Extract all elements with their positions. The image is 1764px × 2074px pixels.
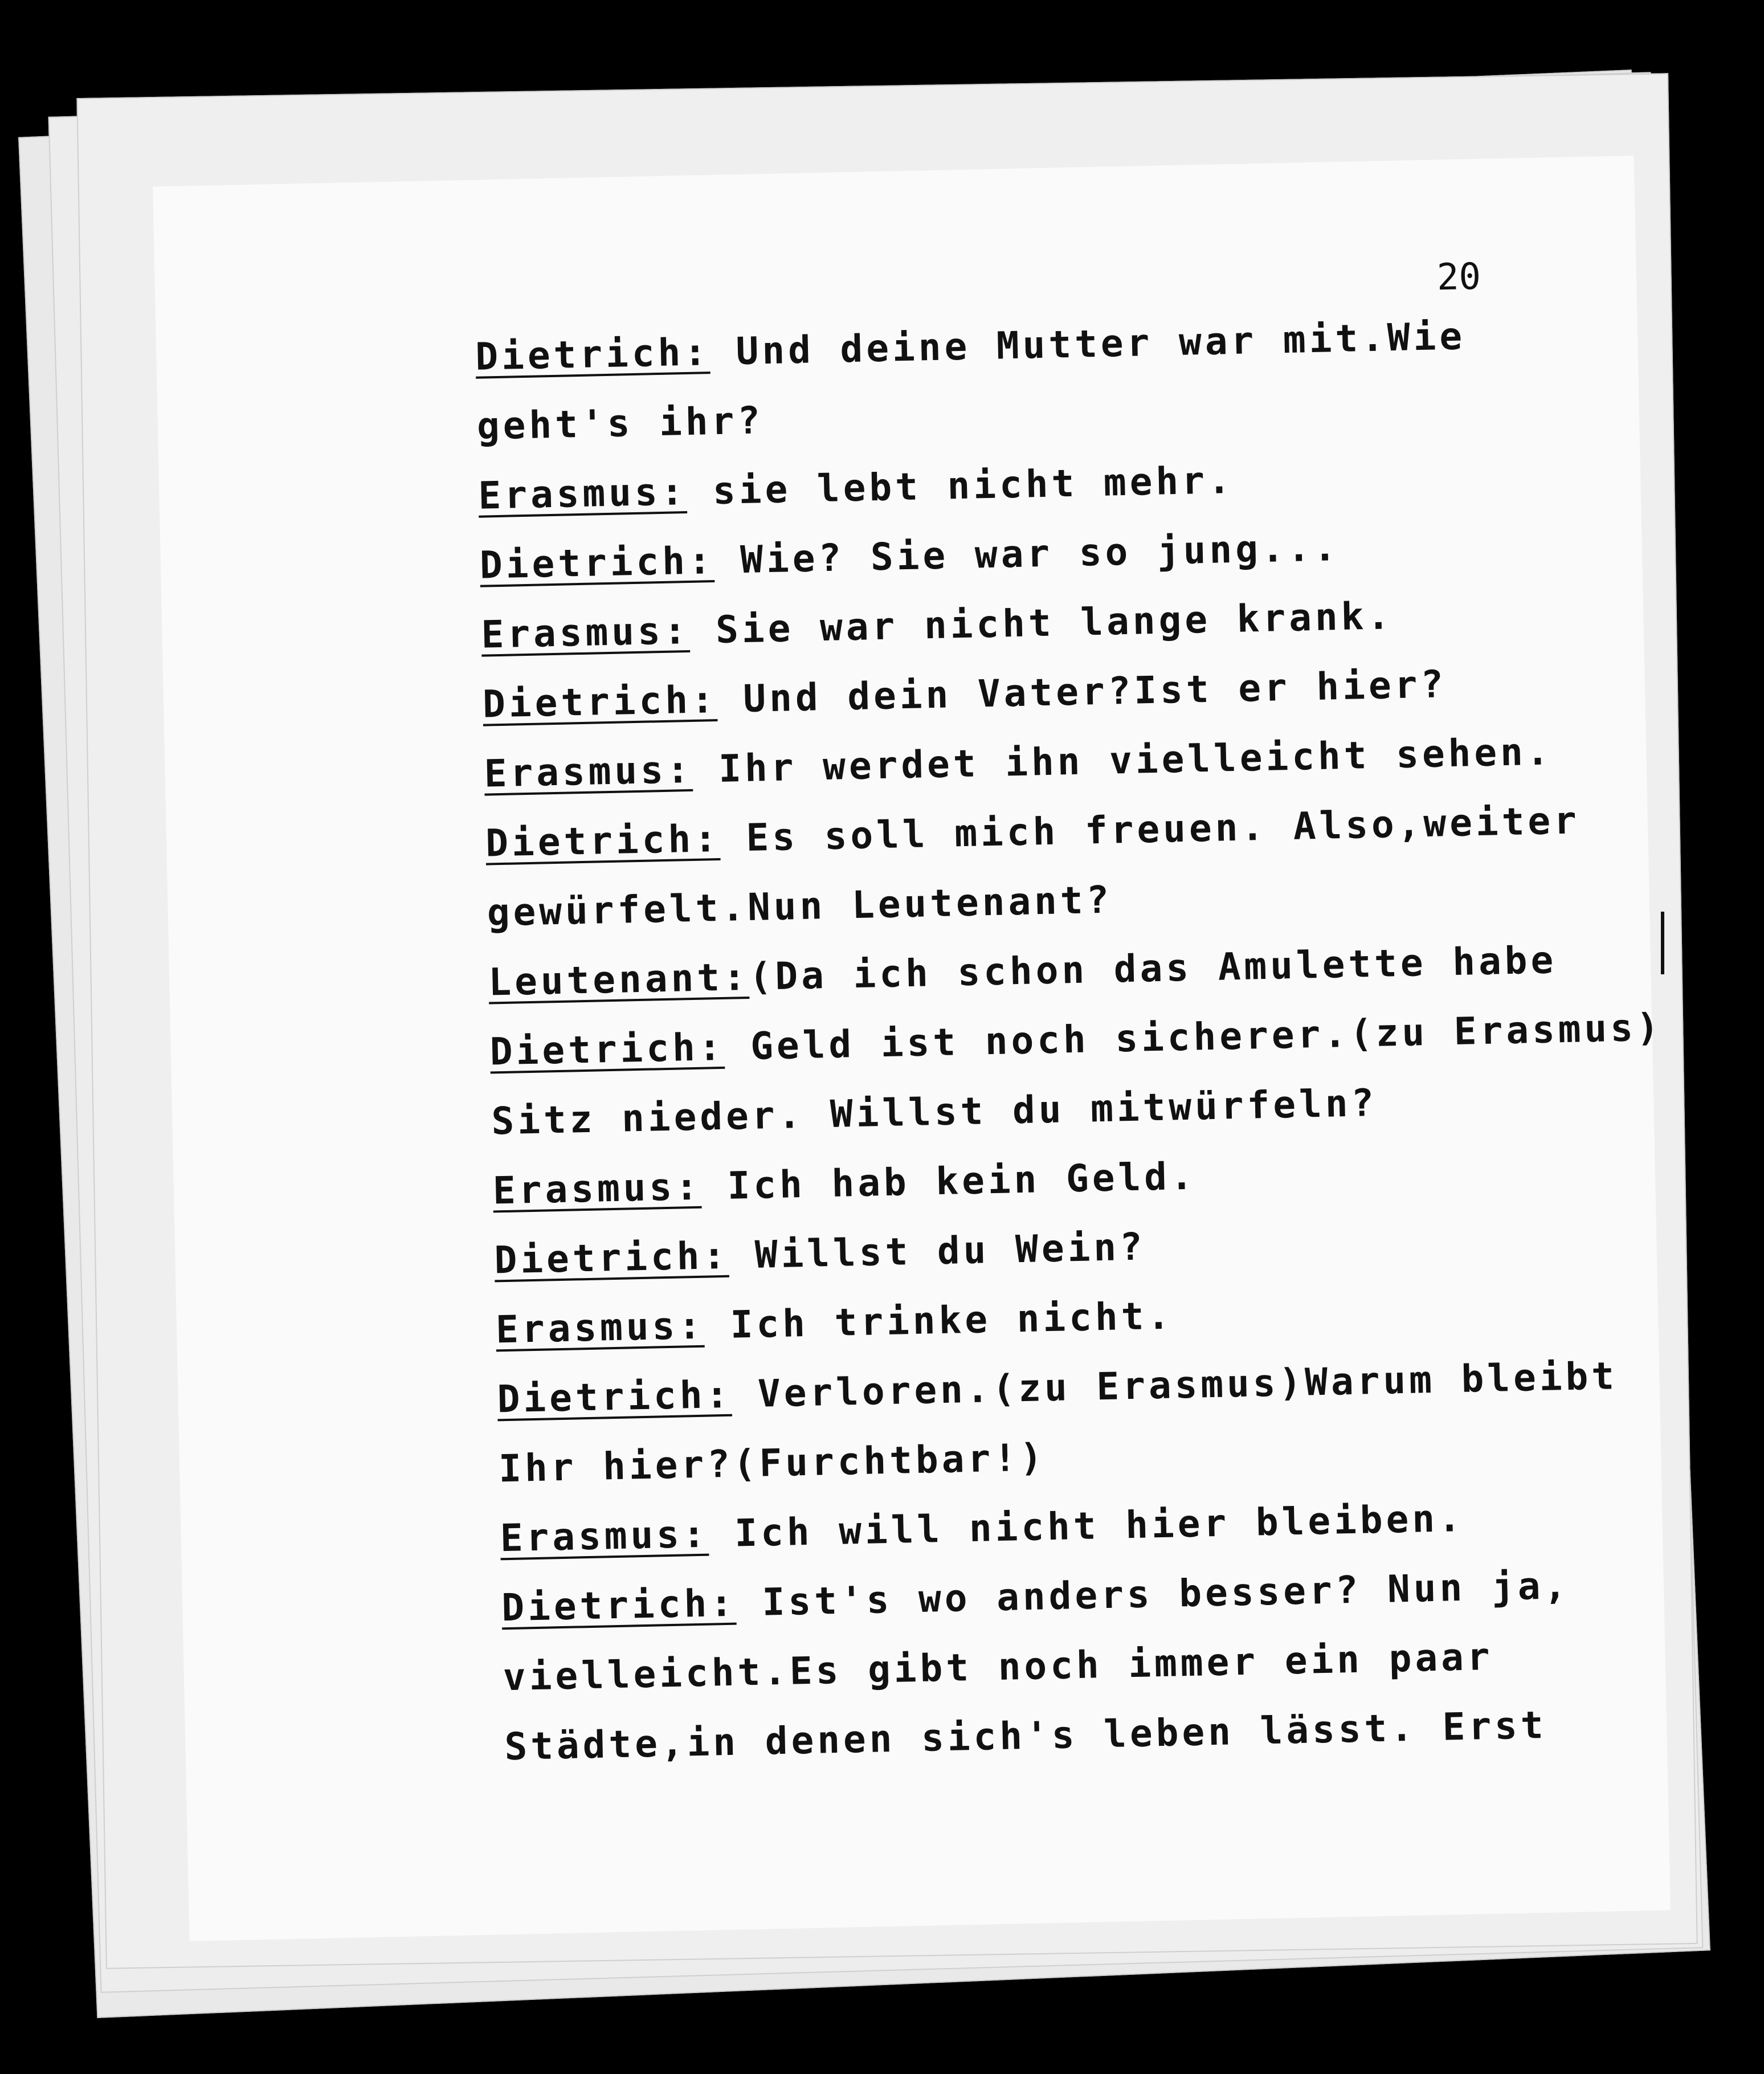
line-text: gewürfelt.Nun Leutenant?: [487, 877, 1113, 935]
page-number: 20: [1436, 255, 1481, 299]
speaker-name: Leutenant:: [488, 954, 750, 1005]
line-text: Sie war nicht lange krank.: [689, 594, 1394, 652]
speaker-name: Erasmus:: [500, 1512, 709, 1561]
line-text: Ist's wo anders besser? Nun ja,: [736, 1563, 1570, 1625]
line-text: Und deine Mutter war mit.Wie: [709, 314, 1466, 374]
speaker-name: Erasmus:: [480, 609, 691, 657]
speaker-name: Erasmus:: [477, 469, 688, 518]
dialogue-text: [475, 299, 1663, 1782]
line-text: Ihr werdet ihn vielleicht sehen.: [692, 729, 1553, 791]
line-text: Verloren.(zu Erasmus)Warum bleibt: [731, 1354, 1618, 1416]
speaker-name: Dietrich:: [496, 1372, 733, 1422]
line-text: Ihr hier?(Furchtbar!): [498, 1435, 1047, 1491]
speaker-name: Erasmus:: [495, 1303, 705, 1352]
speaker-name: Erasmus:: [483, 747, 693, 796]
line-text: Sitz nieder. Willst du mitwürfeln?: [491, 1080, 1378, 1144]
speaker-name: Dietrich:: [489, 1024, 725, 1074]
speaker-name: Dietrich:: [501, 1581, 737, 1630]
line-text: Wie? Sie war so jung...: [713, 525, 1340, 583]
line-text: Städte,in denen sich's leben lässt. Erst: [504, 1703, 1547, 1769]
line-text: vielleicht.Es gibt noch immer ein paar: [503, 1634, 1494, 1700]
line-text: Geld ist noch sicherer.(zu Erasmus): [724, 1005, 1663, 1069]
line-text: Ich trinke nicht.: [704, 1293, 1174, 1348]
line-text: Ich will nicht hier bleiben.: [708, 1496, 1465, 1556]
speaker-name: Dietrich:: [479, 538, 715, 587]
speaker-name: Dietrich:: [475, 330, 710, 379]
line-text: (Da ich schon das Amulette habe: [748, 938, 1557, 999]
line-text: Willst du Wein?: [728, 1224, 1146, 1277]
margin-mark: [1661, 912, 1664, 974]
line-text: sie lebt nicht mehr.: [686, 458, 1235, 514]
typescript-page: [153, 156, 1671, 1941]
line-text: Es soll mich freuen. Also,weiter: [720, 798, 1581, 860]
line-text: geht's ihr?: [476, 398, 764, 448]
line-text: Und dein Vater?Ist er hier?: [716, 662, 1447, 722]
speaker-name: Dietrich:: [482, 677, 718, 726]
line-text: Ich hab kein Geld.: [701, 1154, 1197, 1209]
speaker-name: Dietrich:: [493, 1233, 729, 1283]
speaker-name: Erasmus:: [492, 1164, 702, 1213]
speaker-name: Dietrich:: [485, 816, 721, 865]
